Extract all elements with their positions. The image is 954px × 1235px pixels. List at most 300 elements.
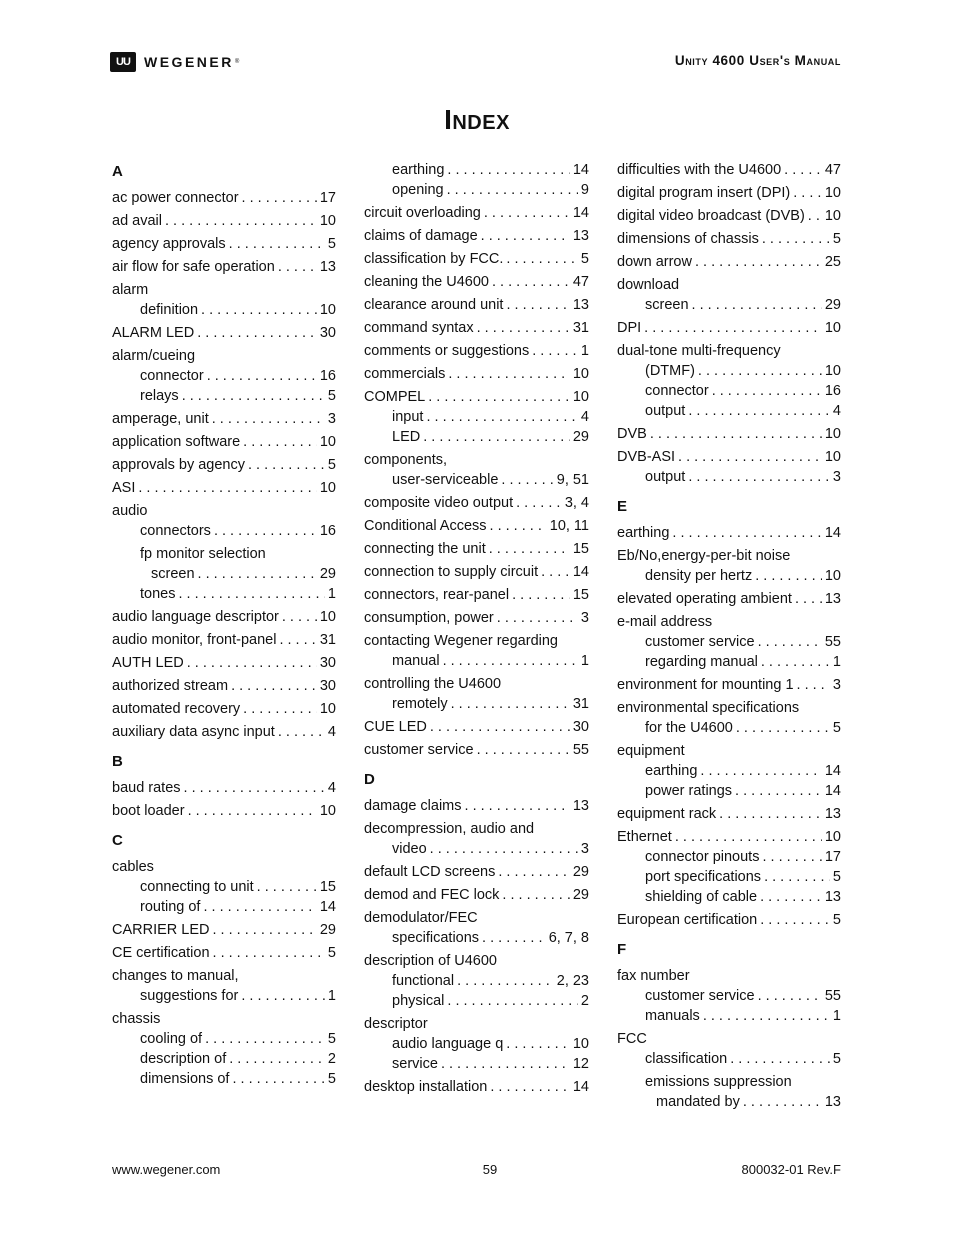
index-entry-page: 1 bbox=[327, 988, 336, 1004]
index-entry bbox=[112, 257, 336, 277]
index-entry bbox=[112, 722, 336, 742]
index-term: e-mail address bbox=[617, 614, 713, 630]
index-entry bbox=[617, 847, 841, 867]
index-entry bbox=[112, 699, 336, 719]
index-entry bbox=[112, 188, 336, 208]
index-entry-term: connector pinouts bbox=[645, 849, 760, 865]
section-letter: E bbox=[617, 498, 628, 515]
index-entry bbox=[364, 694, 589, 714]
index-entry bbox=[112, 676, 336, 696]
index-entry-term: suggestions for bbox=[140, 988, 239, 1004]
section-letter: A bbox=[112, 163, 123, 180]
footer-url: www.wegener.com bbox=[112, 1162, 221, 1177]
dot-leader bbox=[764, 867, 830, 887]
index-term: emissions suppression bbox=[645, 1074, 792, 1090]
dot-leader bbox=[730, 1049, 830, 1069]
dot-leader bbox=[278, 257, 317, 277]
index-entry bbox=[364, 160, 589, 180]
dot-leader bbox=[506, 249, 578, 269]
index-entry-term: demod and FEC lock bbox=[364, 887, 500, 903]
index-entry-page: 1 bbox=[832, 654, 841, 670]
index-entry-term: regarding manual bbox=[645, 654, 758, 670]
index-entry-page: 1 bbox=[580, 653, 589, 669]
index-entry-page: 13 bbox=[824, 591, 841, 607]
index-entry bbox=[112, 478, 336, 498]
index-entry bbox=[364, 387, 589, 407]
index-entry-page: 3, 4 bbox=[564, 495, 589, 511]
dot-leader bbox=[178, 584, 324, 604]
index-term: environmental specifications bbox=[617, 700, 800, 716]
dot-leader bbox=[506, 295, 569, 315]
index-entry bbox=[112, 920, 336, 940]
dot-leader bbox=[426, 407, 577, 427]
index-column-2 bbox=[364, 160, 589, 1097]
dot-leader bbox=[229, 1049, 325, 1069]
index-entry bbox=[112, 1049, 336, 1069]
index-entry-term: classification by FCC. bbox=[364, 251, 504, 267]
dot-leader bbox=[465, 796, 570, 816]
index-entry bbox=[617, 781, 841, 801]
index-entry bbox=[364, 585, 589, 605]
dot-leader bbox=[758, 632, 822, 652]
index-entry-term: automated recovery bbox=[112, 701, 241, 717]
index-entry-term: ac power connector bbox=[112, 190, 239, 206]
index-entry-term: commercials bbox=[364, 366, 446, 382]
index-entry-term: approvals by agency bbox=[112, 457, 245, 473]
index-entry-page: 5 bbox=[580, 251, 589, 267]
index-entry-page: 13 bbox=[572, 228, 589, 244]
index-entry-page: 47 bbox=[572, 274, 589, 290]
index-entry-term: audio language q bbox=[392, 1036, 504, 1052]
index-entry-page: 10 bbox=[824, 449, 841, 465]
index-entry-page: 47 bbox=[824, 162, 841, 178]
dot-leader bbox=[241, 986, 325, 1006]
index-entry-term: definition bbox=[140, 302, 199, 318]
index-entry bbox=[364, 318, 589, 338]
index-entry bbox=[617, 318, 841, 338]
dot-leader bbox=[248, 455, 325, 475]
index-entry bbox=[364, 971, 589, 991]
dot-leader bbox=[700, 761, 821, 781]
index-entry bbox=[112, 432, 336, 452]
index-entry bbox=[364, 341, 589, 361]
index-entry-term: dimensions of bbox=[140, 1071, 230, 1087]
index-entry-page: 14 bbox=[572, 1079, 589, 1095]
index-entry bbox=[364, 226, 589, 246]
dot-leader bbox=[203, 897, 316, 917]
index-entry-page: 30 bbox=[319, 678, 336, 694]
index-term: cables bbox=[112, 859, 154, 875]
index-entry-page: 10 bbox=[572, 1036, 589, 1052]
index-entry bbox=[617, 160, 841, 180]
index-column-3 bbox=[617, 160, 841, 1112]
dot-leader bbox=[278, 722, 325, 742]
index-entry-page: 1 bbox=[580, 343, 589, 359]
index-entry bbox=[617, 867, 841, 887]
index-entry-term: connector bbox=[140, 368, 204, 384]
index-entry bbox=[617, 718, 841, 738]
index-entry-term: specifications bbox=[392, 930, 480, 946]
index-entry bbox=[617, 589, 841, 609]
index-entry-page: 10 bbox=[319, 609, 336, 625]
dot-leader bbox=[482, 928, 546, 948]
index-entry-term: composite video output bbox=[364, 495, 514, 511]
index-term: audio bbox=[112, 503, 148, 519]
index-entry-term: ASI bbox=[112, 480, 136, 496]
index-entry-page: 4 bbox=[832, 403, 841, 419]
logo-text: WEGENER bbox=[144, 54, 234, 70]
index-entry-page: 3 bbox=[832, 469, 841, 485]
wegener-logo bbox=[110, 52, 239, 72]
index-entry bbox=[364, 717, 589, 737]
index-entry bbox=[364, 1077, 589, 1097]
index-entry-page: 17 bbox=[319, 190, 336, 206]
dot-leader bbox=[795, 589, 822, 609]
index-entry bbox=[617, 566, 841, 586]
dot-leader bbox=[428, 387, 570, 407]
index-entry-term: manuals bbox=[645, 1008, 700, 1024]
index-entry-term: digital program insert (DPI) bbox=[617, 185, 791, 201]
dot-leader bbox=[188, 801, 317, 821]
index-entry bbox=[364, 364, 589, 384]
index-entry-page: 10, 11 bbox=[549, 518, 589, 534]
index-entry bbox=[112, 211, 336, 231]
registered-mark: ® bbox=[234, 59, 240, 65]
index-entry bbox=[364, 839, 589, 859]
index-entry bbox=[364, 740, 589, 760]
index-entry-term: circuit overloading bbox=[364, 205, 481, 221]
index-entry-page: 29 bbox=[572, 864, 589, 880]
index-entry-page: 29 bbox=[572, 887, 589, 903]
section-letter: C bbox=[112, 832, 123, 849]
index-term: contacting Wegener regarding bbox=[364, 633, 558, 649]
index-entry bbox=[112, 630, 336, 650]
index-entry-page: 5 bbox=[832, 912, 841, 928]
index-entry-term: cleaning the U4600 bbox=[364, 274, 489, 290]
dot-leader bbox=[257, 877, 317, 897]
index-entry-page: 16 bbox=[319, 523, 336, 539]
index-entry-term: output bbox=[645, 469, 686, 485]
index-entry-page: 3 bbox=[832, 677, 841, 693]
manual-title: Unity 4600 User's Manual bbox=[674, 53, 841, 68]
index-entry-page: 14 bbox=[572, 205, 589, 221]
index-entry-term: consumption, power bbox=[364, 610, 494, 626]
dot-leader bbox=[760, 910, 830, 930]
dot-leader bbox=[184, 778, 325, 798]
dot-leader bbox=[242, 188, 317, 208]
index-entry bbox=[112, 300, 336, 320]
dot-leader bbox=[678, 447, 822, 467]
dot-leader bbox=[762, 847, 821, 867]
index-entry-page: 13 bbox=[319, 259, 336, 275]
dot-leader bbox=[213, 920, 317, 940]
index-entry-term: amperage, unit bbox=[112, 411, 209, 427]
index-entry-page: 31 bbox=[319, 632, 336, 648]
index-entry-term: mandated by bbox=[656, 1094, 740, 1110]
index-entry-page: 5 bbox=[327, 457, 336, 473]
index-entry-page: 55 bbox=[572, 742, 589, 758]
dot-leader bbox=[719, 804, 822, 824]
index-entry bbox=[617, 401, 841, 421]
index-entry-term: digital video broadcast (DVB) bbox=[617, 208, 805, 224]
index-entry-term: connectors, rear-panel bbox=[364, 587, 510, 603]
index-term: decompression, audio and bbox=[364, 821, 535, 837]
index-entry-term: cooling of bbox=[140, 1031, 203, 1047]
dot-leader bbox=[797, 675, 830, 695]
index-entry-term: connecting to unit bbox=[140, 879, 254, 895]
logo-mark-text: UU bbox=[116, 56, 130, 68]
index-entry bbox=[364, 1054, 589, 1074]
dot-leader bbox=[758, 986, 822, 1006]
dot-leader bbox=[243, 699, 317, 719]
index-entry-term: shielding of cable bbox=[645, 889, 758, 905]
dot-leader bbox=[490, 1077, 570, 1097]
index-entry-term: DVB-ASI bbox=[617, 449, 676, 465]
index-entry-term: remotely bbox=[392, 696, 448, 712]
index-entry-page: 5 bbox=[832, 869, 841, 885]
index-entry bbox=[364, 407, 589, 427]
index-entry bbox=[617, 652, 841, 672]
index-term: fp monitor selection bbox=[140, 546, 266, 562]
index-entry-page: 5 bbox=[327, 388, 336, 404]
index-entry-page: 30 bbox=[319, 655, 336, 671]
index-entry bbox=[364, 427, 589, 447]
index-entry-page: 14 bbox=[572, 564, 589, 580]
index-entry-term: boot loader bbox=[112, 803, 185, 819]
index-entry-term: video bbox=[392, 841, 427, 857]
index-entry-page: 29 bbox=[824, 297, 841, 313]
dot-leader bbox=[502, 885, 569, 905]
index-term: download bbox=[617, 277, 680, 293]
index-entry bbox=[112, 1069, 336, 1089]
index-entry bbox=[617, 447, 841, 467]
index-entry-term: screen bbox=[151, 566, 195, 582]
index-entry-page: 4 bbox=[327, 724, 336, 740]
index-entry bbox=[617, 910, 841, 930]
dot-leader bbox=[448, 364, 569, 384]
index-entry bbox=[617, 675, 841, 695]
index-entry-term: auxiliary data async input bbox=[112, 724, 275, 740]
dot-leader bbox=[688, 467, 830, 487]
index-entry-page: 10 bbox=[319, 803, 336, 819]
index-entry bbox=[364, 203, 589, 223]
index-entry-page: 13 bbox=[572, 297, 589, 313]
index-entry-term: ALARM LED bbox=[112, 325, 195, 341]
index-entry-term: relays bbox=[140, 388, 179, 404]
dot-leader bbox=[213, 943, 325, 963]
index-entry-page: 13 bbox=[824, 806, 841, 822]
index-entry bbox=[112, 455, 336, 475]
dot-leader bbox=[182, 386, 325, 406]
page-number: 59 bbox=[482, 1162, 498, 1177]
index-term: descriptor bbox=[364, 1016, 428, 1032]
index-entry-term: down arrow bbox=[617, 254, 692, 270]
index-entry-page: 13 bbox=[572, 798, 589, 814]
index-entry-term: application software bbox=[112, 434, 241, 450]
index-term: demodulator/FEC bbox=[364, 910, 478, 926]
dot-leader bbox=[497, 608, 578, 628]
section-letter: B bbox=[112, 753, 123, 770]
index-entry-term: Conditional Access bbox=[364, 518, 487, 534]
index-entry-term: connectors bbox=[140, 523, 211, 539]
index-entry bbox=[112, 584, 336, 604]
dot-leader bbox=[541, 562, 570, 582]
index-entry-term: earthing bbox=[645, 763, 698, 779]
index-entry-page: 4 bbox=[580, 409, 589, 425]
index-entry bbox=[112, 897, 336, 917]
index-entry-term: DPI bbox=[617, 320, 642, 336]
dot-leader bbox=[692, 295, 822, 315]
index-entry-term: connector bbox=[645, 383, 709, 399]
dot-leader bbox=[229, 234, 325, 254]
dot-leader bbox=[243, 432, 317, 452]
index-entry-page: 55 bbox=[824, 988, 841, 1004]
index-entry bbox=[112, 564, 336, 584]
index-entry-term: input bbox=[392, 409, 424, 425]
index-entry bbox=[617, 206, 841, 226]
index-entry-term: DVB bbox=[617, 426, 647, 442]
dot-leader bbox=[232, 1069, 324, 1089]
index-entry bbox=[364, 249, 589, 269]
dot-leader bbox=[735, 781, 822, 801]
index-entry bbox=[617, 827, 841, 847]
index-term: changes to manual, bbox=[112, 968, 239, 984]
index-entry bbox=[112, 386, 336, 406]
index-entry bbox=[112, 323, 336, 343]
index-term: alarm/cueing bbox=[112, 348, 196, 364]
index-entry bbox=[112, 653, 336, 673]
index-entry bbox=[112, 943, 336, 963]
index-entry bbox=[617, 252, 841, 272]
dot-leader bbox=[675, 827, 822, 847]
section-letter: D bbox=[364, 771, 375, 788]
index-entry-page: 5 bbox=[832, 1051, 841, 1067]
index-entry-term: clearance around unit bbox=[364, 297, 504, 313]
index-term: dual-tone multi-frequency bbox=[617, 343, 781, 359]
index-entry-term: service bbox=[392, 1056, 438, 1072]
index-entry-term: physical bbox=[392, 993, 445, 1009]
index-term: equipment bbox=[617, 743, 685, 759]
page-title: Index bbox=[444, 104, 510, 135]
index-entry-term: COMPEL bbox=[364, 389, 426, 405]
index-entry bbox=[364, 608, 589, 628]
index-entry-term: dimensions of chassis bbox=[617, 231, 759, 247]
index-entry bbox=[617, 1092, 841, 1112]
index-entry bbox=[617, 804, 841, 824]
index-entry-page: 17 bbox=[824, 849, 841, 865]
index-entry-term: agency approvals bbox=[112, 236, 226, 252]
dot-leader bbox=[214, 521, 317, 541]
index-entry bbox=[112, 986, 336, 1006]
index-entry-page: 10 bbox=[824, 208, 841, 224]
dot-leader bbox=[672, 523, 821, 543]
index-entry-term: (DTMF) bbox=[645, 363, 695, 379]
index-entry bbox=[617, 424, 841, 444]
dot-leader bbox=[477, 740, 570, 760]
doc-number: 800032-01 Rev.F bbox=[741, 1162, 841, 1177]
dot-leader bbox=[205, 1029, 325, 1049]
index-entry-page: 10 bbox=[572, 389, 589, 405]
index-entry bbox=[364, 516, 589, 536]
index-entry-page: 14 bbox=[824, 525, 841, 541]
index-entry-term: difficulties with the U4600 bbox=[617, 162, 782, 178]
index-entry-term: ad avail bbox=[112, 213, 162, 229]
index-entry-page: 15 bbox=[572, 541, 589, 557]
dot-leader bbox=[501, 470, 553, 490]
index-entry-term: baud rates bbox=[112, 780, 181, 796]
index-entry-term: air flow for safe operation bbox=[112, 259, 275, 275]
index-entry-page: 5 bbox=[327, 945, 336, 961]
dot-leader bbox=[808, 206, 822, 226]
index-term: chassis bbox=[112, 1011, 161, 1027]
index-entry-page: 2 bbox=[580, 993, 589, 1009]
page-header bbox=[0, 0, 954, 100]
index-entry-page: 6, 7, 8 bbox=[548, 930, 589, 946]
index-entry-page: 5 bbox=[832, 720, 841, 736]
index-entry-page: 16 bbox=[319, 368, 336, 384]
index-entry-page: 14 bbox=[319, 899, 336, 915]
dot-leader bbox=[498, 862, 569, 882]
index-entry-page: 4 bbox=[327, 780, 336, 796]
index-entry-page: 2 bbox=[327, 1051, 336, 1067]
dot-leader bbox=[762, 229, 830, 249]
index-entry bbox=[617, 183, 841, 203]
dot-leader bbox=[490, 516, 547, 536]
dot-leader bbox=[201, 300, 317, 320]
index-entry-page: 10 bbox=[319, 434, 336, 450]
index-entry-page: 15 bbox=[319, 879, 336, 895]
index-entry-page: 9 bbox=[580, 182, 589, 198]
index-entry-page: 10 bbox=[319, 701, 336, 717]
dot-leader bbox=[484, 203, 570, 223]
dot-leader bbox=[481, 226, 570, 246]
index-entry-term: customer service bbox=[364, 742, 474, 758]
dot-leader bbox=[532, 341, 578, 361]
index-entry bbox=[364, 562, 589, 582]
index-entry-page: 3 bbox=[580, 841, 589, 857]
dot-leader bbox=[761, 652, 830, 672]
dot-leader bbox=[447, 180, 578, 200]
index-entry-page: 10 bbox=[824, 426, 841, 442]
section-letter: F bbox=[617, 941, 627, 958]
index-entry-term: CUE LED bbox=[364, 719, 427, 735]
index-entry-term: earthing bbox=[617, 525, 670, 541]
index-entry-term: environment for mounting 1 bbox=[617, 677, 794, 693]
index-entry-term: connection to supply circuit bbox=[364, 564, 539, 580]
index-entry-term: functional bbox=[392, 973, 455, 989]
dot-leader bbox=[447, 991, 578, 1011]
index-entry bbox=[364, 651, 589, 671]
wegener-logo-icon bbox=[110, 52, 136, 72]
index-entry bbox=[364, 928, 589, 948]
index-entry-term: CARRIER LED bbox=[112, 922, 210, 938]
index-entry bbox=[364, 470, 589, 490]
dot-leader bbox=[279, 630, 316, 650]
dot-leader bbox=[198, 564, 317, 584]
index-entry-page: 31 bbox=[572, 696, 589, 712]
index-entry-term: command syntax bbox=[364, 320, 474, 336]
index-entry bbox=[364, 295, 589, 315]
index-entry bbox=[112, 778, 336, 798]
index-entry-page: 1 bbox=[832, 1008, 841, 1024]
index-entry-page: 29 bbox=[572, 429, 589, 445]
index-entry bbox=[112, 521, 336, 541]
dot-leader bbox=[755, 566, 822, 586]
index-entry-term: CE certification bbox=[112, 945, 210, 961]
index-entry bbox=[364, 862, 589, 882]
index-entry bbox=[112, 877, 336, 897]
dot-leader bbox=[231, 676, 317, 696]
